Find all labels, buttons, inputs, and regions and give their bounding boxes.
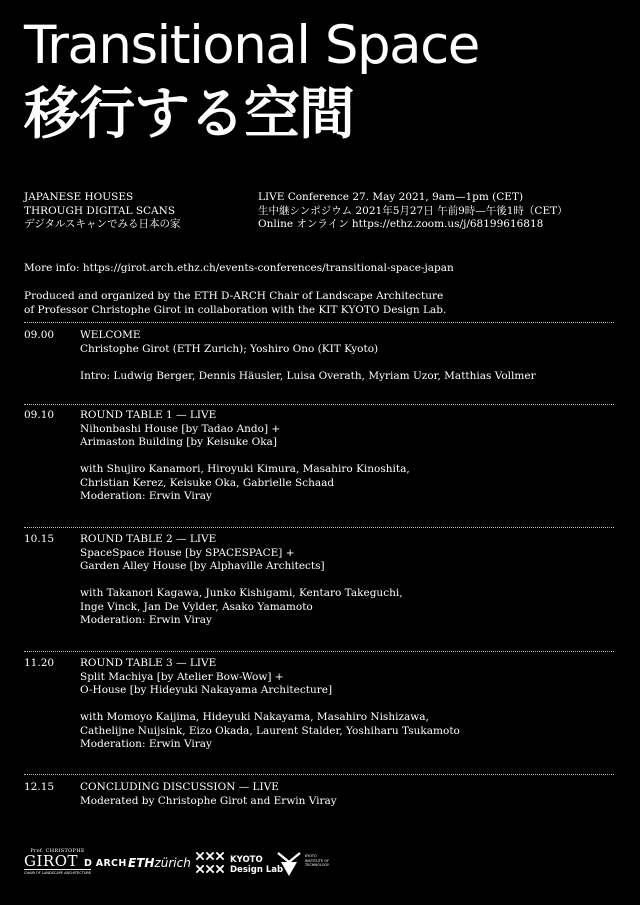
session-line: Moderation: Erwin Viray [80,490,212,502]
session-line: Moderated by Christophe Girot and Erwin Viray [80,794,337,807]
session-line: with Shujiro Kanamori, Hiroyuki Kimura, Masahiro Kinoshita, [80,463,410,475]
session-title: WELCOME [80,329,141,341]
session-line: Christophe Girot (ETH Zurich); Yoshiro Ono (KIT Kyoto) [80,342,379,355]
session-line: Nihonbashi House [by Tadao Ando] + [80,422,281,435]
session-line: SpaceSpace House [by SPACESPACE] + [80,546,295,559]
session-line: Garden Alley House [by Alphaville Architects] [80,560,325,572]
subtitle-line: JAPANESE HOUSES [24,191,134,203]
session-line: Split Machiya [by Atelier Bow-Wow] + [80,670,284,683]
divider [24,404,614,405]
logo-bar [24,846,614,882]
session-line: Moderation: Erwin Viray [80,738,212,750]
session-line: Christian Kerez, Keisuke Oka, Gabrielle Schaad [80,476,335,489]
session-title: CONCLUDING DISCUSSION — LIVE [80,781,279,793]
produced-by [24,290,446,317]
kit-logo: KYOTO INSTITUTE OF TECHNOLOGY [277,850,301,882]
session-time: 11.20 [24,657,55,669]
kyoto-design-lab-logo: KYOTO Design Lab [196,852,224,878]
divider [24,322,614,323]
session-line: Arimaston Building [by Keisuke Oka] [80,436,277,448]
session-line: Cathelijne Nuijsink, Eizo Okada, Laurent Stalder, Yoshiharu Tsukamoto [80,724,460,737]
subtitle-line-jp: デジタルスキャンでみる日本の家 [24,218,181,230]
conference-date-jp: 生中継シンポジウム 2021年5月27日 午前9時—午後1時（CET） [258,204,568,217]
session-time: 09.00 [24,329,55,341]
conference-block [258,191,568,232]
divider [24,527,614,528]
divider [24,774,614,775]
session-line: O-House [by Hideyuki Nakayama Architecture] [80,684,333,696]
title-english: Transitional Space [24,15,479,76]
session-title: ROUND TABLE 1 — LIVE [80,409,217,421]
session-time: 09.10 [24,409,55,421]
session-line: with Momoyo Kaijima, Hideyuki Nakayama, Masahiro Nishizawa, [80,711,429,723]
conference-online-link[interactable]: Online オンライン https://ethz.zoom.us/j/68199616818 [258,218,544,230]
title-japanese: 移行する空間 [24,82,354,147]
more-info-link[interactable]: More info: https://girot.arch.ethz.ch/events-conferences/transitional-space-japan [24,262,454,274]
session-line: Intro: Ludwig Berger, Dennis Häusler, Luisa Overath, Myriam Uzor, Matthias Vollmer [80,369,536,382]
subtitle-block [24,191,181,232]
conference-date: LIVE Conference 27. May 2021, 9am—1pm (CET) [258,191,524,203]
session-time: 10.15 [24,533,55,545]
girot-chair-logo: Prof. CHRISTOPHE GIROT CHAIR OF LANDSCAPE ARCHITECTURE [24,848,92,875]
session-line: Inge Vinck, Jan De Vylder, Asako Yamamoto [80,600,313,613]
subtitle-line: THROUGH DIGITAL SCANS [24,204,176,217]
design-lab-x-grid-icon [196,852,224,874]
eth-zurich-logo: ETHzürich [128,856,191,870]
session-title: ROUND TABLE 3 — LIVE [80,657,217,669]
session-time: 12.15 [24,781,55,793]
produced-line: Produced and organized by the ETH D-ARCH Chair of Landscape Architecture [24,290,444,302]
session-title: ROUND TABLE 2 — LIVE [80,533,217,545]
divider [24,651,614,652]
session-line: with Takanori Kagawa, Junko Kishigami, Kentaro Takeguchi, [80,587,403,599]
produced-line: of Professor Christophe Girot in collaboration with the KIT KYOTO Design Lab. [24,303,447,316]
darch-logo: D ARCH [84,858,127,869]
session-line: Moderation: Erwin Viray [80,614,212,626]
kit-emblem-icon [277,850,301,878]
